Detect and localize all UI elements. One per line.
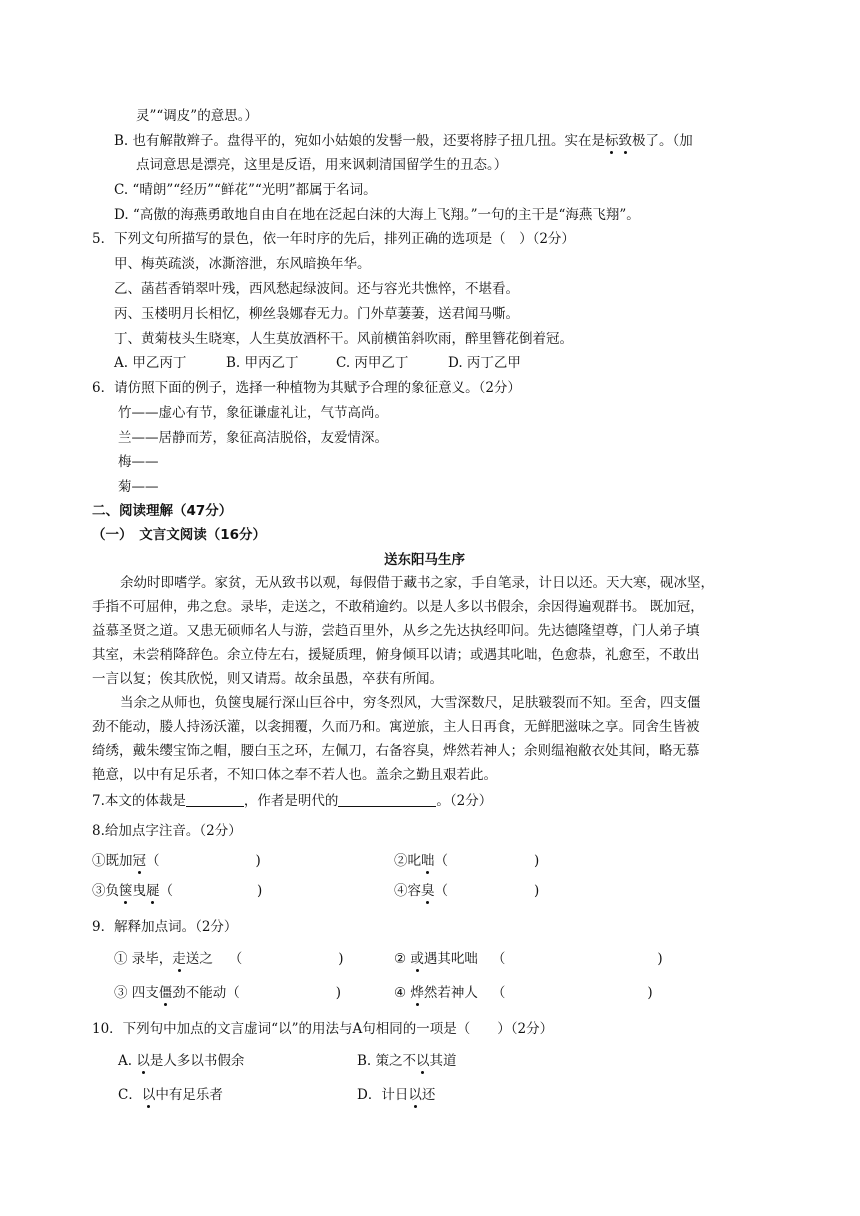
- q5-option-a: A. 甲乙丙丁: [114, 355, 187, 371]
- q10-option-a: [118, 1051, 244, 1071]
- q6-example-orchid: 兰——居静而芳，象征高洁脱俗，友爱情深。: [118, 430, 388, 446]
- q9-i1-text: ① 录毕，: [114, 951, 173, 967]
- q9-i1-post: 送之: [185, 951, 213, 967]
- q10-a-label: A.: [118, 1053, 137, 1069]
- passage-p1-line: 余幼时即嗜学。家贫，无从致书以观，每假借于藏书之家，手自笔录，计日以还。天大寒，砚冰坚，: [120, 575, 714, 591]
- q10-option-b: [357, 1051, 457, 1071]
- passage-title: 送东阳马生序: [384, 552, 465, 568]
- q5-line-bing: 丙、玉楼明月长相忆，柳丝袅娜春无力。门外草萋萋，送君闻马嘶。: [114, 306, 519, 322]
- q9-item-3: [114, 983, 341, 1003]
- passage-p1-line: 手指不可屈伸，弗之怠。录毕，走送之，不敢稍逾约。以是人多以书假余，余因得遍观群书。 既加冠，: [92, 599, 704, 615]
- q10-option-d: [357, 1085, 435, 1105]
- q10-a-rest: 是人多以书假余: [149, 1053, 245, 1069]
- q5-option-d: D. 丙丁乙甲: [448, 355, 521, 371]
- q9-i4-post: 然若神人: [423, 985, 478, 1001]
- dotted-char: 臭: [421, 883, 435, 899]
- q9-item-1: [114, 949, 344, 969]
- q10-option-c: [118, 1085, 223, 1105]
- dotted-char: 以: [408, 1087, 422, 1103]
- q5-line-ding: 丁、黄菊枝头生晓寒，人生莫放酒杯干。风前横笛斜吹雨，醉里簪花倒着冠。: [114, 331, 573, 347]
- q9-item-2: [394, 949, 663, 969]
- dotted-char: 冠: [132, 853, 146, 869]
- passage-p1-line: 其室，未尝稍降辞色。余立侍左右，援疑质理，俯身倾耳以请；或遇其叱咄，色愈恭，礼愈至，不敢出: [92, 647, 700, 663]
- q6-chrysanthemum: 菊——: [118, 479, 159, 495]
- dotted-char: 走: [172, 951, 186, 967]
- dotted-char: 以: [416, 1053, 430, 1069]
- close-paren: ): [534, 853, 540, 869]
- q4-b-text: B. 也有解散辫子。盘得平的，宛如小姑娘的发髻一般，还要将脖子扭几扭。实在是: [114, 133, 606, 149]
- q8-item-1: [92, 851, 261, 871]
- q5-stem: 5．下列文句所描写的景色，依一年时序的先后，排列正确的选项是（ ）（2分）: [92, 231, 575, 247]
- dotted-char: 咄: [421, 853, 435, 869]
- dotted-char: 屣: [146, 883, 160, 899]
- q4-option-b-line2: 点词意思是漂亮，这里是反语，用来讽刺清国留学生的丑态。）: [136, 157, 508, 173]
- q9-item-4: [394, 983, 653, 1003]
- q8-item-3: [92, 881, 262, 901]
- q8-i4-text: ④容: [394, 883, 421, 899]
- q7-text-a: 7.本文的体裁是: [92, 793, 186, 809]
- q8-i2-text: ②叱: [394, 853, 421, 869]
- open-paren: （: [228, 951, 243, 967]
- q5-line-yi: 乙、菡萏香销翠叶残，西风愁起绿波间。还与容光共憔悴，不堪看。: [114, 281, 519, 297]
- dotted-char: 致: [618, 133, 633, 149]
- q10-d-text: D．计日: [357, 1087, 409, 1103]
- q5-options: [114, 353, 521, 373]
- q8-i3-mid: 曳: [132, 883, 146, 899]
- open-paren: （: [434, 853, 448, 869]
- dotted-char: 标: [605, 133, 619, 149]
- passage-p2-line: 绮绣，戴朱缨宝饰之帽，腰白玉之环，左佩刀，右备容臭，烨然若神人；余则缊袍敝衣处其间，略无慕: [92, 743, 700, 759]
- section-heading: 二、阅读理解（47分）: [92, 503, 233, 519]
- q7-genre-blank[interactable]: [186, 792, 244, 807]
- open-paren: （: [146, 853, 160, 869]
- q7-stem: [92, 791, 492, 811]
- dotted-char: 以: [141, 1087, 156, 1103]
- dotted-char: 以: [136, 1053, 150, 1069]
- q9-i3-text: ③ 四支: [114, 985, 159, 1001]
- q10-c-label: C．: [118, 1087, 142, 1103]
- close-paren: ): [255, 853, 261, 869]
- close-paren: ): [534, 883, 540, 899]
- open-paren: （: [159, 883, 173, 899]
- q6-example-bamboo: 竹——虚心有节，象征谦虚礼让，气节高尚。: [118, 405, 388, 421]
- passage-p2-line: 当余之从师也，负箧曳屣行深山巨谷中，穷冬烈风，大雪深数尺，足肤皲裂而不知。至舍，四支僵: [120, 695, 701, 711]
- q5-line-jia: 甲、梅英疏淡，冰澌溶泄，东风暗换年华。: [114, 256, 371, 272]
- q9-i4-text: ④: [394, 985, 411, 1001]
- q8-stem: 8.给加点字注音。（2分）: [92, 823, 242, 839]
- q4-option-d: D. “高傲的海燕勇敢地自由自在地在泛起白沫的大海上飞翔。”一句的主干是“海燕飞翔”。: [114, 207, 640, 223]
- open-paren: （: [226, 985, 240, 1001]
- q9-stem: 9．解释加点词。（2分）: [92, 919, 238, 935]
- q4-option-c: C. “晴朗”“经历”“鲜花”“光明”都属于名词。: [114, 182, 377, 198]
- q4-option-a-tail: 灵”“调皮”的意思。）: [136, 108, 258, 124]
- open-paren: （: [434, 883, 448, 899]
- q6-stem: 6．请仿照下面的例子，选择一种植物为其赋予合理的象征意义。（2分）: [92, 380, 521, 396]
- passage-p2-line: 艳意，以中有足乐者，不知口体之奉不若人也。盖余之勤且艰若此。: [92, 767, 497, 783]
- open-paren: （: [491, 985, 506, 1001]
- close-paren: ): [657, 951, 663, 967]
- subsection-heading: （一） 文言文阅读（16分）: [92, 527, 267, 543]
- q8-i3-text: ③负: [92, 883, 119, 899]
- q9-i2-text: ②: [394, 951, 411, 967]
- open-paren: （: [491, 951, 506, 967]
- dotted-char: 或: [410, 951, 424, 967]
- q10-stem: 10．下列句中加点的文言虚词“以”的用法与A句相同的一项是（ ）（2分）: [92, 1021, 554, 1037]
- q7-text-b: ，作者是明代的: [243, 793, 339, 809]
- close-paren: ): [338, 951, 344, 967]
- passage-p1-line: 一言以复；俟其欣悦，则又请焉。故余虽愚，卒获有所闻。: [92, 671, 443, 687]
- close-paren: ): [257, 883, 263, 899]
- close-paren: ): [335, 985, 342, 1001]
- q7-author-blank[interactable]: [338, 792, 436, 807]
- q10-b-post: 其道: [429, 1053, 457, 1069]
- q5-option-b: B. 甲丙乙丁: [226, 355, 299, 371]
- q10-b-text: B. 策之不: [357, 1053, 417, 1069]
- close-paren: ): [647, 985, 653, 1001]
- q9-i3-post: 劲不能动: [172, 985, 227, 1001]
- dotted-char: 烨: [410, 985, 424, 1001]
- dotted-char: 僵: [158, 985, 173, 1001]
- q9-i2-post: 遇其叱咄: [423, 951, 478, 967]
- q5-option-c: C. 丙甲乙丁: [336, 355, 409, 371]
- q8-i1-text: ①既加: [92, 853, 133, 869]
- q4-b-text-end: 极了。（加: [632, 133, 693, 149]
- q4-option-b-line1: [114, 131, 693, 151]
- q10-c-post: 中有足乐者: [155, 1087, 223, 1103]
- q6-plum: 梅——: [118, 454, 159, 470]
- passage-p1-line: 益慕圣贤之道。又患无硕师名人与游，尝趋百里外，从乡之先达执经叩问。先达德隆望尊，门人弟子填: [92, 623, 700, 639]
- q7-text-c: 。（2分）: [436, 793, 493, 809]
- q8-item-4: [394, 881, 539, 901]
- passage-p2-line: 劲不能动，媵人持汤沃灌，以衾拥覆，久而乃和。寓逆旅，主人日再食，无鲜肥滋味之享。同舍生皆被: [92, 719, 700, 735]
- q10-d-post: 还: [421, 1087, 436, 1103]
- dotted-char: 箧: [119, 883, 133, 899]
- q8-item-2: [394, 851, 539, 871]
